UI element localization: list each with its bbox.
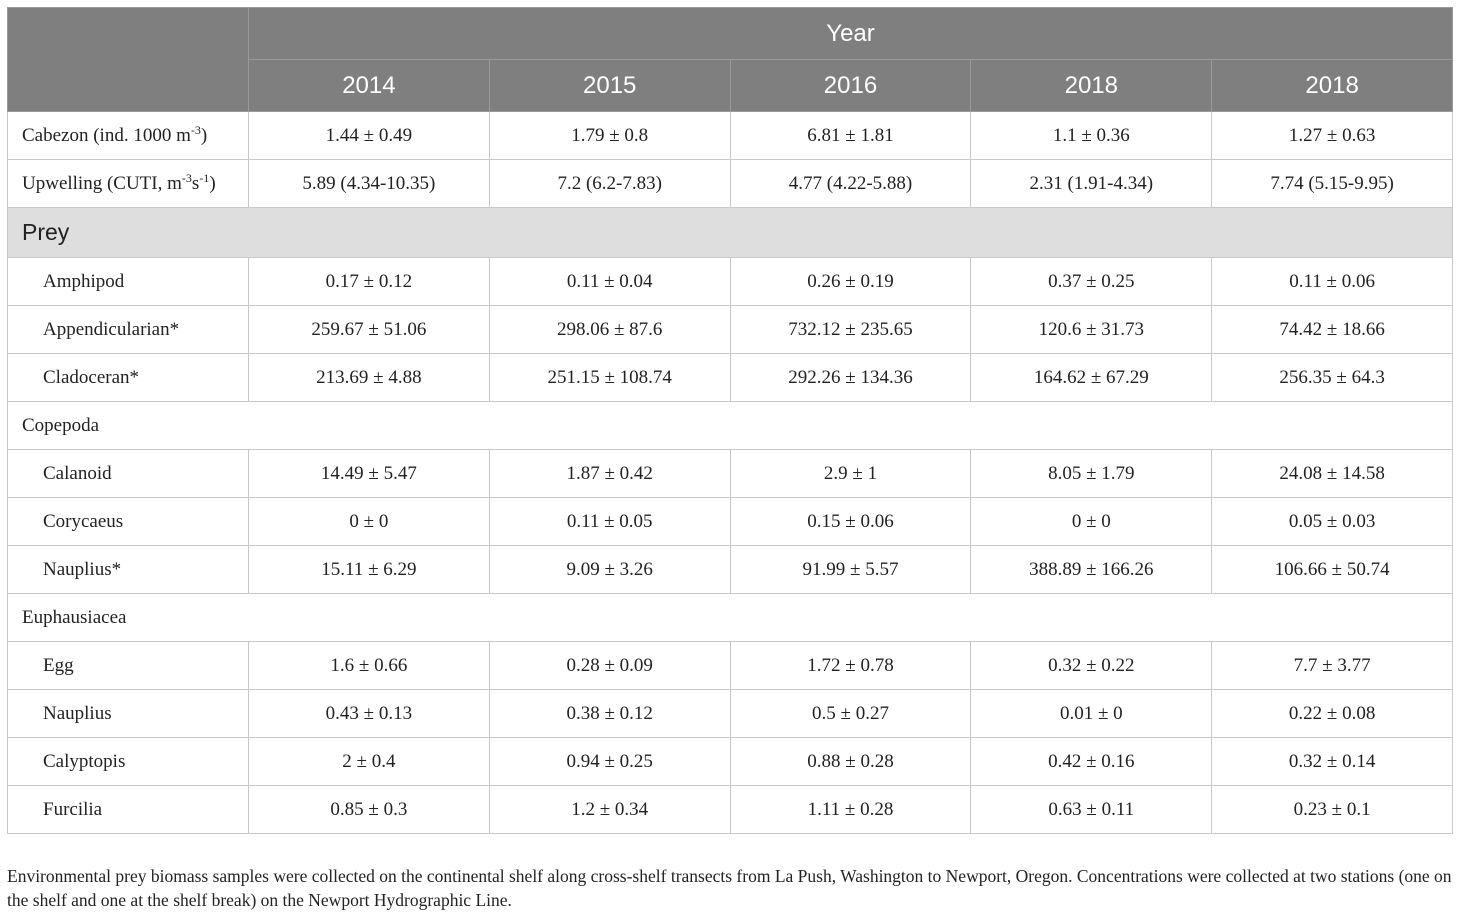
- table-cell: 251.15 ± 108.74: [489, 354, 730, 402]
- table-cell: 0 ± 0: [249, 498, 490, 546]
- year-header-2015: 2015: [489, 60, 730, 112]
- row-label-upwelling: Upwelling (CUTI, $m^{-3}s^{-1}$): [8, 160, 249, 208]
- table-cell: 213.69 ± 4.88: [249, 354, 490, 402]
- table-cell: 9.09 ± 3.26: [489, 546, 730, 594]
- row-label-egg: Egg: [8, 642, 249, 690]
- data-table-container: [7, 7, 1452, 834]
- table-cell: 0.5 ± 0.27: [730, 690, 971, 738]
- table-cell: 7.2 (6.2-7.83): [489, 160, 730, 208]
- year-header-2018-a: 2018: [971, 60, 1212, 112]
- table-cell: 388.89 ± 166.26: [971, 546, 1212, 594]
- table-cell: 8.05 ± 1.79: [971, 450, 1212, 498]
- table-cell: 0 ± 0: [971, 498, 1212, 546]
- row-label-copepod-nauplius: Nauplius*: [8, 546, 249, 594]
- row-label-corycaeus: Corycaeus: [8, 498, 249, 546]
- section-row-prey: [8, 208, 1453, 258]
- table-cell: 91.99 ± 5.57: [730, 546, 971, 594]
- table-cell: 2 ± 0.4: [249, 738, 490, 786]
- table-cell: 7.74 (5.15-9.95): [1212, 160, 1453, 208]
- table-cell: 1.2 ± 0.34: [489, 786, 730, 834]
- table-cell: 5.89 (4.34-10.35): [249, 160, 490, 208]
- table-cell: 2.31 (1.91-4.34): [971, 160, 1212, 208]
- table-cell: 0.23 ± 0.1: [1212, 786, 1453, 834]
- table-cell: 1.79 ± 0.8: [489, 112, 730, 160]
- table-cell: 732.12 ± 235.65: [730, 306, 971, 354]
- group-row-copepoda: [8, 402, 1453, 450]
- table-cell: 1.6 ± 0.66: [249, 642, 490, 690]
- table-row-cladoceran: [8, 354, 1453, 402]
- table-cell: 1.72 ± 0.78: [730, 642, 971, 690]
- table-cell: 24.08 ± 14.58: [1212, 450, 1453, 498]
- row-label-calanoid: Calanoid: [8, 450, 249, 498]
- table-cell: 74.42 ± 18.66: [1212, 306, 1453, 354]
- table-cell: 7.7 ± 3.77: [1212, 642, 1453, 690]
- table-row-copepod-nauplius: [8, 546, 1453, 594]
- table-cell: 0.85 ± 0.3: [249, 786, 490, 834]
- header-corner-cell: [8, 8, 249, 112]
- table-cell: 1.27 ± 0.63: [1212, 112, 1453, 160]
- table-row-calyptopis: [8, 738, 1453, 786]
- table-row-furcilia: [8, 786, 1453, 834]
- table-cell: 1.87 ± 0.42: [489, 450, 730, 498]
- year-header-2014: 2014: [249, 60, 490, 112]
- table-header: [8, 8, 1453, 112]
- group-row-euphausiacea: [8, 594, 1453, 642]
- table-cell: 0.43 ± 0.13: [249, 690, 490, 738]
- table-cell: 14.49 ± 5.47: [249, 450, 490, 498]
- table-body: [8, 112, 1453, 834]
- table-cell: 4.77 (4.22-5.88): [730, 160, 971, 208]
- table-cell: 0.11 ± 0.05: [489, 498, 730, 546]
- table-cell: 120.6 ± 31.73: [971, 306, 1212, 354]
- table-cell: 0.01 ± 0: [971, 690, 1212, 738]
- table-cell: 0.17 ± 0.12: [249, 258, 490, 306]
- table-cell: 0.11 ± 0.06: [1212, 258, 1453, 306]
- group-label-euphausiacea: Euphausiacea: [8, 594, 1453, 642]
- group-label-copepoda: Copepoda: [8, 402, 1453, 450]
- table-row-corycaeus: [8, 498, 1453, 546]
- table-cell: 0.63 ± 0.11: [971, 786, 1212, 834]
- table-row-amphipod: [8, 258, 1453, 306]
- year-group-header: Year: [249, 8, 1453, 60]
- year-header-2018-b: 2018: [1212, 60, 1453, 112]
- table-cell: 106.66 ± 50.74: [1212, 546, 1453, 594]
- row-label-appendicularian: Appendicularian*: [8, 306, 249, 354]
- table-cell: 0.37 ± 0.25: [971, 258, 1212, 306]
- table-cell: 0.15 ± 0.06: [730, 498, 971, 546]
- table-row-upwelling: [8, 160, 1453, 208]
- row-label-furcilia: Furcilia: [8, 786, 249, 834]
- row-label-euphausiid-nauplius: Nauplius: [8, 690, 249, 738]
- table-cell: 0.26 ± 0.19: [730, 258, 971, 306]
- table-row-calanoid: [8, 450, 1453, 498]
- table-cell: 1.1 ± 0.36: [971, 112, 1212, 160]
- table-cell: 0.32 ± 0.14: [1212, 738, 1453, 786]
- table-cell: 0.28 ± 0.09: [489, 642, 730, 690]
- table-cell: 0.42 ± 0.16: [971, 738, 1212, 786]
- table-cell: 0.94 ± 0.25: [489, 738, 730, 786]
- table-cell: 0.05 ± 0.03: [1212, 498, 1453, 546]
- row-label-cladoceran: Cladoceran*: [8, 354, 249, 402]
- table-row-cabezon: [8, 112, 1453, 160]
- table-cell: 0.88 ± 0.28: [730, 738, 971, 786]
- table-cell: 1.44 ± 0.49: [249, 112, 490, 160]
- table-cell: 292.26 ± 134.36: [730, 354, 971, 402]
- row-label-amphipod: Amphipod: [8, 258, 249, 306]
- table-row-appendicularian: [8, 306, 1453, 354]
- table-cell: 298.06 ± 87.6: [489, 306, 730, 354]
- table-cell: 2.9 ± 1: [730, 450, 971, 498]
- table-cell: 1.11 ± 0.28: [730, 786, 971, 834]
- header-row-group: [8, 8, 1453, 60]
- table-cell: 0.32 ± 0.22: [971, 642, 1212, 690]
- table-cell: 15.11 ± 6.29: [249, 546, 490, 594]
- data-table: [7, 7, 1453, 834]
- table-cell: 0.38 ± 0.12: [489, 690, 730, 738]
- table-footnote: Environmental prey biomass samples were collected on the continental shelf along cross-shelf transects from La Push, Washington to Newport, Oregon. Concentrations were collected at two stations (one on the shelf and one at the shelf break) on the Newport Hydrographic Line.: [7, 865, 1452, 910]
- table-cell: 259.67 ± 51.06: [249, 306, 490, 354]
- year-header-2016: 2016: [730, 60, 971, 112]
- table-row-egg: [8, 642, 1453, 690]
- table-row-euphausiid-nauplius: [8, 690, 1453, 738]
- section-label-prey: Prey: [8, 208, 1453, 258]
- row-label-cabezon: Cabezon (ind. 1000 $m^{-3}$): [8, 112, 249, 160]
- table-cell: 0.22 ± 0.08: [1212, 690, 1453, 738]
- row-label-calyptopis: Calyptopis: [8, 738, 249, 786]
- table-cell: 6.81 ± 1.81: [730, 112, 971, 160]
- table-cell: 164.62 ± 67.29: [971, 354, 1212, 402]
- table-cell: 0.11 ± 0.04: [489, 258, 730, 306]
- table-cell: 256.35 ± 64.3: [1212, 354, 1453, 402]
